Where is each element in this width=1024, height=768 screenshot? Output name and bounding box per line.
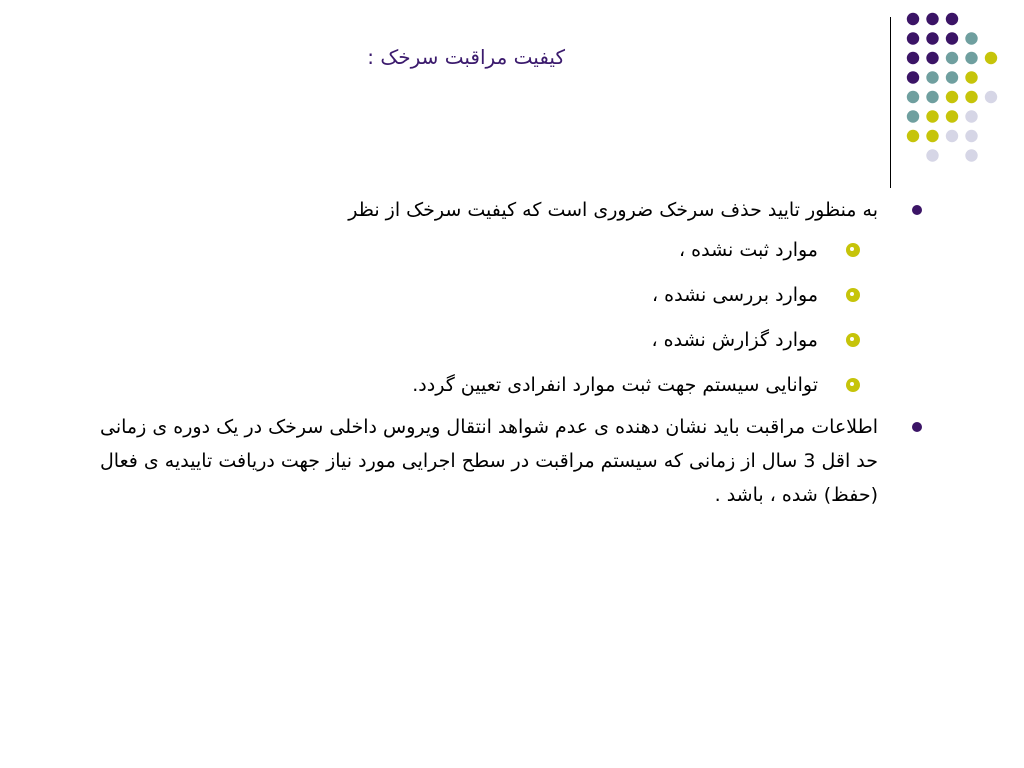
decorative-dot xyxy=(946,110,958,122)
sub-bullet-text: موارد بررسی نشده ، xyxy=(651,284,818,306)
decorative-dot xyxy=(926,32,938,44)
ring-bullet-icon xyxy=(846,333,860,347)
bullet-item-2 xyxy=(100,410,930,512)
decorative-dot xyxy=(907,13,919,25)
decorative-dot xyxy=(926,71,938,83)
sub-bullet-item-2 xyxy=(100,273,930,318)
decorative-dot xyxy=(965,91,977,103)
decorative-dot-grid xyxy=(905,11,1005,171)
decorative-dot xyxy=(946,32,958,44)
ring-bullet-icon xyxy=(846,288,860,302)
ring-bullet-icon xyxy=(846,378,860,392)
bullet-item-1 xyxy=(100,193,930,227)
decorative-dot xyxy=(946,52,958,64)
decorative-dot xyxy=(907,32,919,44)
decorative-dot xyxy=(946,71,958,83)
decorative-dot xyxy=(907,91,919,103)
decorative-dot xyxy=(926,110,938,122)
decorative-dot xyxy=(965,32,977,44)
decorative-dot xyxy=(985,52,997,64)
decorative-dot xyxy=(946,130,958,142)
decorative-dot xyxy=(907,110,919,122)
dot-grid-svg xyxy=(905,11,1005,171)
decorative-dot xyxy=(907,71,919,83)
sub-bullet-text: موارد ثبت نشده ، xyxy=(678,239,818,261)
decorative-dot xyxy=(926,52,938,64)
decorative-dot xyxy=(926,130,938,142)
slide-title: کیفیت مراقبت سرخک : xyxy=(367,45,565,69)
decorative-dot xyxy=(965,130,977,142)
decorative-dot xyxy=(907,130,919,142)
decorative-dot xyxy=(907,52,919,64)
decorative-dot xyxy=(946,13,958,25)
decorative-dot xyxy=(926,149,938,161)
decorative-dot xyxy=(985,91,997,103)
bullet-dot-icon xyxy=(912,422,922,432)
sub-bullet-text: موارد گزارش نشده ، xyxy=(651,329,818,351)
ring-bullet-icon xyxy=(846,243,860,257)
vertical-divider xyxy=(890,17,891,188)
sub-bullet-item-3 xyxy=(100,318,930,363)
sub-bullet-item-4 xyxy=(100,363,930,408)
sub-bullet-item-1 xyxy=(100,228,930,273)
decorative-dot xyxy=(926,91,938,103)
decorative-dot xyxy=(965,52,977,64)
sub-bullet-text: توانایی سیستم جهت ثبت موارد انفرادی تعیین گردد. xyxy=(412,374,818,396)
decorative-dot xyxy=(946,91,958,103)
bullet-text: اطلاعات مراقبت باید نشان دهنده ی عدم شواهد انتقال ویروس داخلی سرخک در یک دوره ی زمانی حد اقل 3 سال از زمانی که سیستم مراقبت در سطح اجرایی مورد نیاز جهت دریافت تاییدیه ی فعال (حفظ) شده ، باشد . xyxy=(100,416,878,506)
slide-content xyxy=(100,193,930,512)
decorative-dot xyxy=(965,71,977,83)
decorative-dot xyxy=(965,149,977,161)
decorative-dot xyxy=(965,110,977,122)
bullet-dot-icon xyxy=(912,205,922,215)
decorative-dot xyxy=(926,13,938,25)
bullet-text: به منظور تایید حذف سرخک ضروری است که کیفیت سرخک از نظر xyxy=(348,199,878,221)
